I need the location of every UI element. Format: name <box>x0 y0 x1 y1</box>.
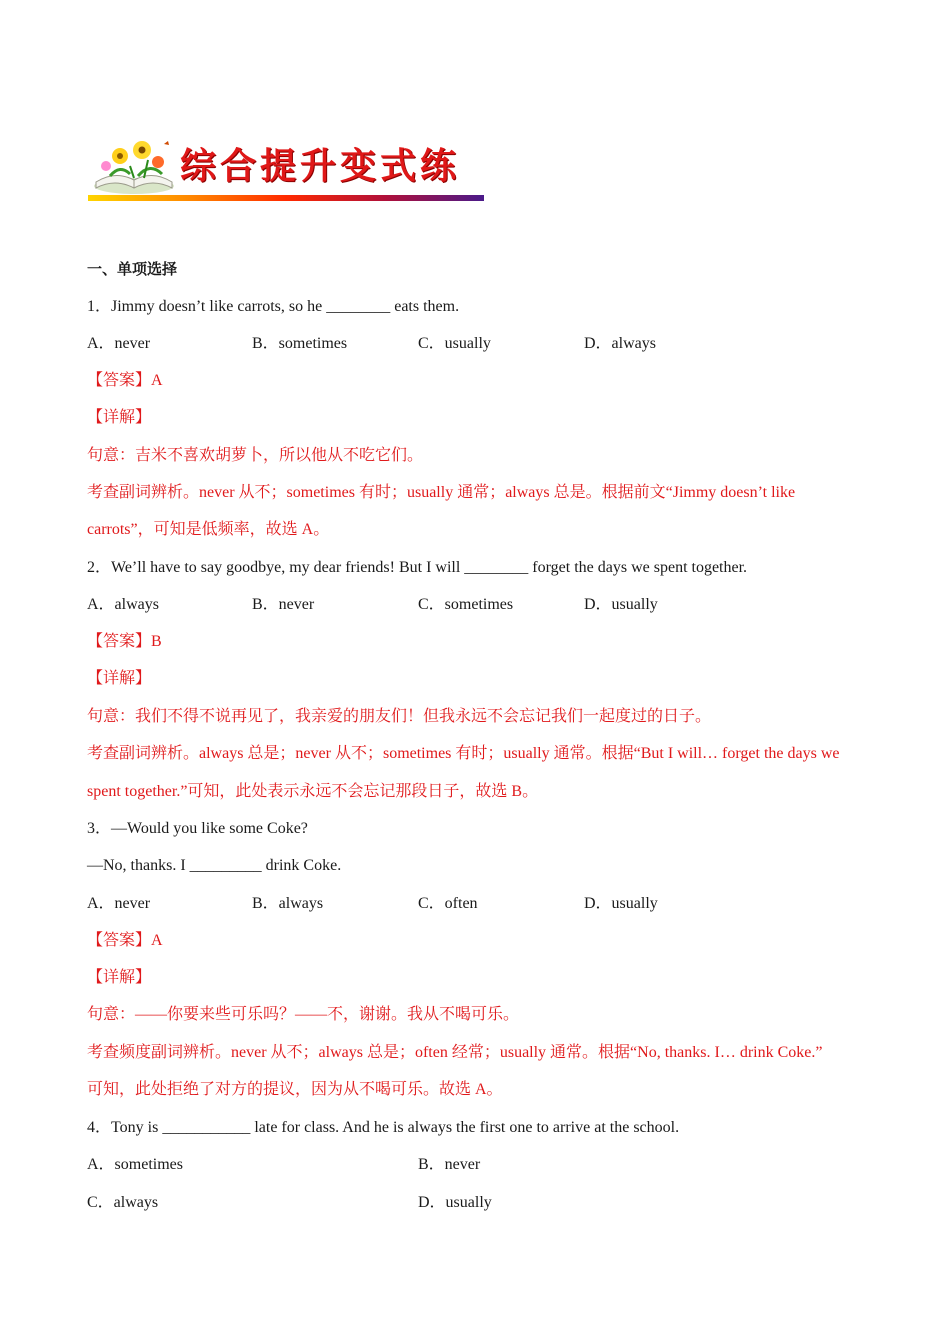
question-2-stem: 2．We’ll have to say goodbye, my dear friends! But I will ________ forget the days we spent together. <box>87 559 748 576</box>
q1-option-b: B．sometimes <box>252 335 348 352</box>
q3-option-d: D．usually <box>584 895 658 912</box>
question-4-stem: 4．Tony is ___________ late for class. And he is always the first one to arrive at the school. <box>87 1119 680 1136</box>
q1-option-d: D．always <box>584 335 656 352</box>
q3-analysis-line-2: 可知，此处拒绝了对方的提议，因为从不喝可乐。故选 A。 <box>87 1081 503 1098</box>
open-book-flowers-icon <box>90 136 178 196</box>
q2-answer: 【答案】B <box>87 633 162 650</box>
q1-analysis-line-1: 考查副词辨析。never 从不；sometimes 有时；usually 通常；always 总是。根据前文“Jimmy doesn’t like <box>87 484 796 501</box>
q1-option-c: C．usually <box>418 335 491 352</box>
q1-detail-label: 【详解】 <box>87 409 152 426</box>
q2-option-a: A．always <box>87 596 159 613</box>
question-3-stem-line-2: —No, thanks. I _________ drink Coke. <box>87 857 342 874</box>
q4-option-a: A．sometimes <box>87 1156 183 1173</box>
q1-meaning: 句意：吉米不喜欢胡萝卜，所以他从不吃它们。 <box>87 447 424 464</box>
q3-analysis-line-1: 考查频度副词辨析。never 从不；always 总是；often 经常；usually 通常。根据“No, thanks. I… drink Coke.” <box>87 1044 823 1061</box>
question-1-stem: 1．Jimmy doesn’t like carrots, so he ________ eats them. <box>87 298 460 315</box>
q2-analysis-line-1: 考查副词辨析。always 总是；never 从不；sometimes 有时；usually 通常。根据“But I will… forget the days we <box>87 745 840 762</box>
section-banner <box>88 132 484 206</box>
section-title: 一、单项选择 <box>87 260 178 278</box>
q1-option-a: A．never <box>87 335 151 352</box>
q3-detail-label: 【详解】 <box>87 969 152 986</box>
q2-option-d: D．usually <box>584 596 658 613</box>
q3-answer: 【答案】A <box>87 932 163 949</box>
q2-option-b: B．never <box>252 596 315 613</box>
q2-meaning: 句意：我们不得不说再见了，我亲爱的朋友们！但我永远不会忘记我们一起度过的日子。 <box>87 708 712 725</box>
q3-meaning: 句意：——你要来些可乐吗？——不，谢谢。我从不喝可乐。 <box>87 1006 520 1023</box>
banner-title: 综合提升变式练 <box>180 146 461 187</box>
q2-option-c: C．sometimes <box>418 596 514 613</box>
q3-option-b: B．always <box>252 895 324 912</box>
q3-option-a: A．never <box>87 895 151 912</box>
q2-detail-label: 【详解】 <box>87 670 152 687</box>
q1-analysis-line-2: carrots”，可知是低频率，故选 A。 <box>87 521 330 538</box>
q1-answer: 【答案】A <box>87 372 163 389</box>
question-3-stem-line-1: 3．—Would you like some Coke? <box>87 820 308 837</box>
q3-option-c: C．often <box>418 895 478 912</box>
q4-option-b: B．never <box>418 1156 481 1173</box>
q4-option-d: D．usually <box>418 1194 492 1211</box>
banner-gradient-bar <box>88 195 484 201</box>
q2-analysis-line-2: spent together.”可知，此处表示永远不会忘记那段日子，故选 B。 <box>87 783 539 800</box>
q4-option-c: C．always <box>87 1194 159 1211</box>
